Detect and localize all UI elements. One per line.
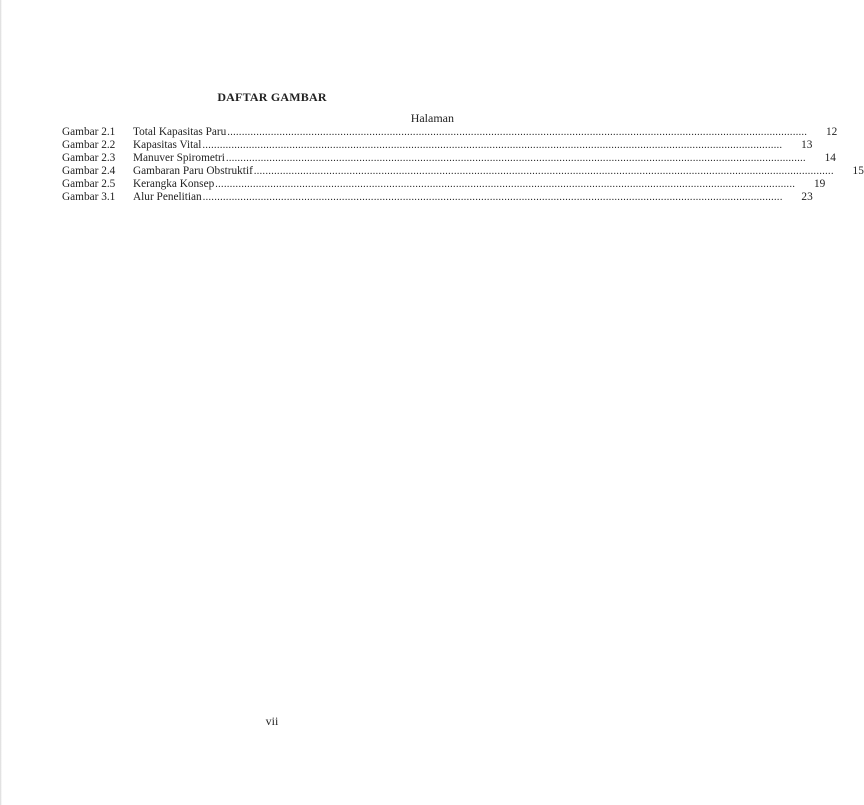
dot-leader: ........................................................................................................................................................................................................ bbox=[202, 192, 783, 203]
figure-number: Gambar 2.1 bbox=[62, 126, 116, 138]
dot-leader: ........................................................................................................................................................................................................ bbox=[225, 153, 806, 164]
figure-caption: Alur Penelitian bbox=[133, 191, 202, 203]
page-title: DAFTAR GAMBAR bbox=[217, 90, 327, 104]
page-folio: vii bbox=[265, 714, 279, 728]
figure-page-number: 15 bbox=[852, 165, 864, 177]
figure-caption: Kerangka Konsep bbox=[133, 178, 215, 190]
figure-caption: Manuver Spirometri bbox=[133, 152, 225, 164]
figure-caption: Gambaran Paru Obstruktif bbox=[133, 165, 253, 177]
figure-caption: Total Kapasitas Paru bbox=[133, 126, 227, 138]
figure-page-number: 14 bbox=[824, 152, 836, 164]
list-item bbox=[62, 178, 826, 191]
dot-leader: ........................................................................................................................................................................................................ bbox=[202, 140, 783, 151]
figure-number: Gambar 2.5 bbox=[62, 178, 116, 190]
list-item bbox=[62, 126, 838, 139]
figure-number: Gambar 2.2 bbox=[62, 139, 116, 151]
dot-leader: ........................................................................................................................................................................................................ bbox=[215, 179, 796, 190]
figure-page-number: 13 bbox=[801, 139, 813, 151]
list-item bbox=[62, 152, 836, 165]
figure-number: Gambar 2.3 bbox=[62, 152, 116, 164]
figure-page-number: 19 bbox=[813, 178, 826, 190]
page-column-heading: Halaman bbox=[410, 111, 454, 125]
list-item bbox=[62, 165, 864, 178]
list-item bbox=[62, 191, 813, 204]
figure-page-number: 23 bbox=[801, 191, 813, 203]
figure-page-number: 12 bbox=[826, 126, 838, 138]
figure-caption: Kapasitas Vital bbox=[133, 139, 202, 151]
dot-leader: ........................................................................................................................................................................................................ bbox=[227, 127, 808, 138]
figure-number: Gambar 2.4 bbox=[62, 165, 116, 177]
figure-list bbox=[62, 126, 864, 204]
dot-leader: ........................................................................................................................................................................................................ bbox=[253, 166, 834, 177]
page-edge-shadow bbox=[0, 0, 2, 805]
list-item bbox=[62, 139, 813, 152]
figure-number: Gambar 3.1 bbox=[62, 191, 116, 203]
